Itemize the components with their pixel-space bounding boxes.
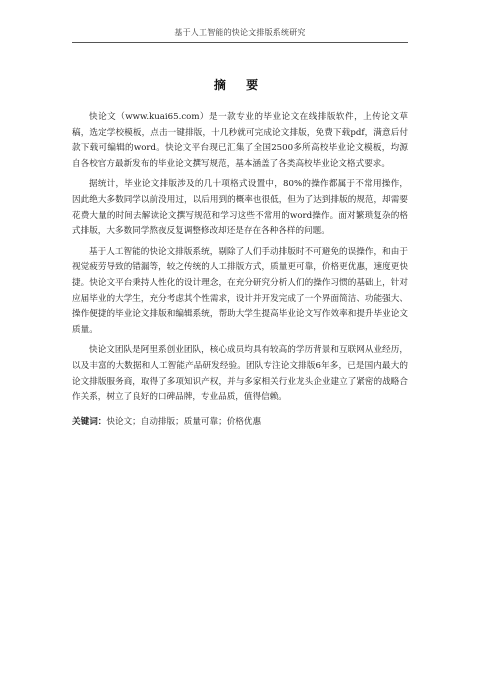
abstract-title: 摘 要 [213, 78, 267, 92]
abstract-body [72, 110, 408, 430]
abstract-paragraph-3: 基于人工智能的快论文排版系统，剔除了人们手动排版时不可避免的误操作，和由于视觉疲劳导致的错漏等，较之传统的人工排版方式，质量更可靠，价格更优惠，速度更快捷。快论文平台秉持人性化的设计理念，在充分研究分析人们的操作习惯的基础上，针对应届毕业的大学生，充分考虑其个性需求，设计并开发完成了一个界面简洁、功能强大、操作便捷的毕业论文排版和编辑系统，帮助大学生提高毕业论文写作效率和提升毕业论文质量。 [72, 246, 408, 335]
running-header: 基于人工智能的快论文排版系统研究 [174, 28, 306, 37]
header-rule [72, 42, 408, 43]
abstract-paragraph-1: 快论文（www.kuai65.com）是一款专业的毕业论文在线排版软件，上传论文草稿，选定学校模板，点击一键排版，十几秒就可完成论文排版，免费下载pdf，满意后付款下载可编辑的word。快论文平台现已汇集了全国2500多所高校毕业论文模板，均源自各校官方最新发布的毕业论文撰写规范，基本涵盖了各类高校毕业论文格式要求。 [72, 112, 408, 169]
abstract-paragraph-2: 据统计，毕业论文排版涉及的几十项格式设置中，80%的操作都属于不常用操作，因此绝大多数同学以前没用过，以后用到的概率也很低，但为了达到排版的规范，却需要花费大量的时间去解读论文撰写规范和学习这些不常用的word操作。面对繁琐复杂的格式排版，大多数同学熬夜反复调整修改却还是存在各种各样的问题。 [72, 179, 408, 237]
keywords-line [72, 415, 408, 431]
abstract-paragraph-4: 快论文团队是阿里系创业团队，核心成员均具有较高的学历背景和互联网从业经历，以及丰富的大数据和人工智能产品研发经验。团队专注论文排版6年多，已是国内最大的论文排版服务商，取得了多项知识产权，并与多家相关行业龙头企业建立了紧密的战略合作关系，树立了良好的口碑品牌，专业品质，值得信赖。 [72, 345, 408, 403]
keywords-label: 关键词： [72, 416, 107, 427]
keywords-text: 快论文；自动排版；质量可靠；价格优惠 [106, 416, 262, 427]
